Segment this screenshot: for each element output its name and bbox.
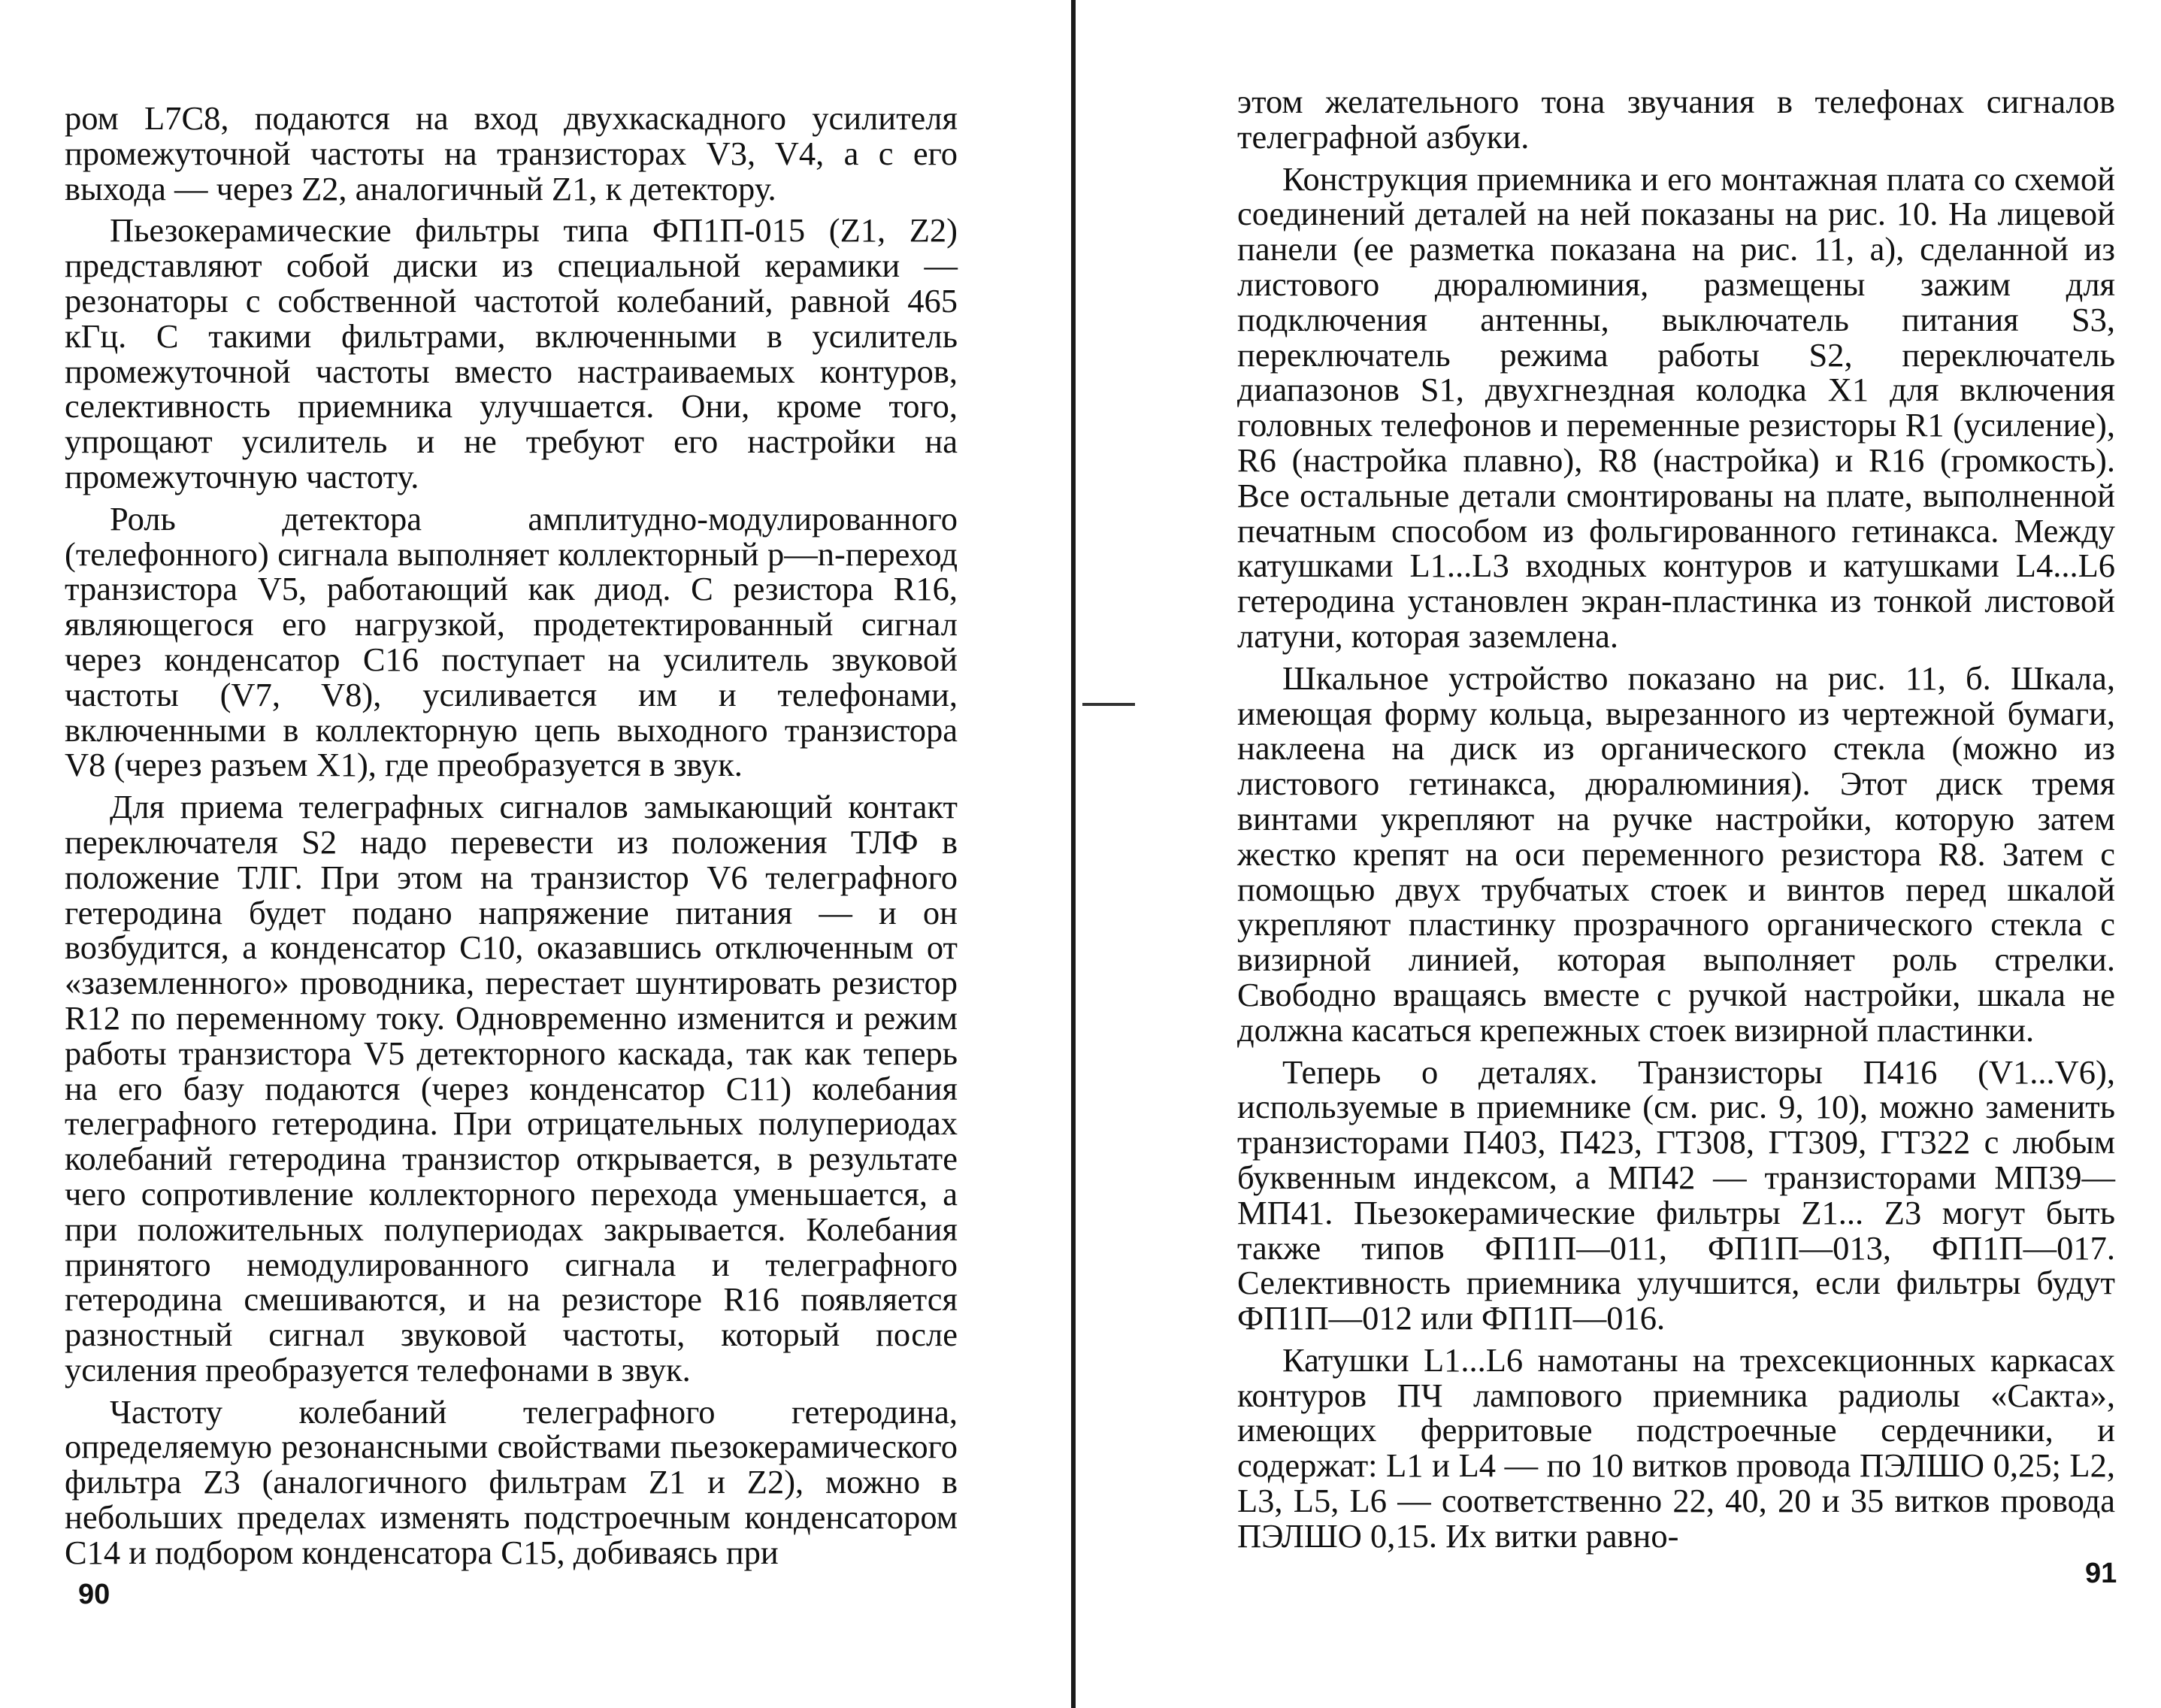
page-number-right: 91 [2085,1558,2117,1589]
paragraph: Роль детектора амплитудно-модулированного (телефонного) сигнала выполняет коллекторный p—n-переход транзистора V5, работающий как диод. С резистора R16, являющегося его нагрузкой, продетектированный сигнал через конденсатор C16 поступает на усилитель звуковой частоты (V7, V8), усиливается им и телефонами, включенными в коллекторную цепь выходного транзистора V8 (через разъем X1), где преобразуется в звук. [65,499,958,784]
paragraph: Теперь о деталях. Транзисторы П416 (V1...V6), используемые в приемнике (см. рис. 9, 10), можно заменить транзисторами П403, П423, ГТ308, ГТ309, ГТ322 с любым буквенным индексом, а МП42 — транзисторами МП39—МП41. Пьезокерамические фильтры Z1... Z3 могут быть также типов ФП1П—011, ФП1П—013, ФП1П—017. Селективность приемника улучшится, если фильтры будут ФП1П—012 или ФП1П—016. [1237,1052,2115,1337]
paragraph: ром L7C8, подаются на вход двухкаскадного усилителя промежуточной частоты на транзисторах V3, V4, а с его выхода — через Z2, аналогичный Z1, к детектору. [65,99,958,207]
paragraph: Конструкция приемника и его монтажная плата со схемой соединений деталей на ней показаны на рис. 10. На лицевой панели (ее разметка показана на рис. 11, а), сделанной из листового дюралюминия, размещены зажим для подключения антенны, выключатель питания S3, переключатель режима работы S2, переключатель диапазонов S1, двухгнездная колодка X1 для включения головных телефонов и переменные резисторы R1 (усиление), R6 (настройка плавно), R8 (настройка) и R16 (громкость). Все остальные детали смонтированы на плате, выполненной печатным способом из фольгированного гетинакса. Между катушками L1...L3 входных контуров и катушками L4...L6 гетеродина установлен экран-пластинка из тонкой листовой латуни, которая заземлена. [1237,159,2115,655]
right-page-text [1237,84,2115,1561]
paragraph: Пьезокерамические фильтры типа ФП1П-015 (Z1, Z2) представляют собой диски из специальной керамики — резонаторы с собственной частотой колебаний, равной 465 кГц. С такими фильтрами, включенными в усилитель промежуточной частоты вместо настраиваемых контуров, селективность приемника улучшается. Они, кроме того, упрощают усилитель и не требуют его настройки на промежуточную частоту. [65,211,958,495]
left-page-text [65,101,958,1577]
paragraph: этом желательного тона звучания в телефонах сигналов телеграфной азбуки. [1237,83,2115,156]
paragraph: Для приема телеграфных сигналов замыкающий контакт переключателя S2 надо перевести из положения ТЛФ в положение ТЛГ. При этом на транзистор V6 телеграфного гетеродина будет подано напряжение питания — и он возбудится, а конденсатор C10, оказавшись отключенным от «заземленного» проводника, перестает шунтировать резистор R12 по переменному току. Одновременно изменится и режим работы транзистора V5 детекторного каскада, так как теперь на его базу подаются (через конденсатор C11) колебания телеграфного гетеродина. При отрицательных полупериодах колебаний гетеродина транзистор открывается, в результате чего сопротивление коллекторного перехода уменьшается, а при положительных полупериодах закрывается. Колебания принятого немодулированного сигнала и телеграфного гетеродина смешиваются, и на резисторе R16 появляется разностный сигнал звуковой частоты, который после усиления преобразуется телефонами в звук. [65,788,958,1389]
paragraph: Частоту колебаний телеграфного гетеродина, определяемую резонансными свойствами пьезокерамического фильтра Z3 (аналогичного фильтрам Z1 и Z2), можно в небольших пределах изменять подстроечным конденсатором C14 и подбором конденсатора C15, добиваясь при [65,1392,958,1571]
paragraph: Катушки L1...L6 намотаны на трехсекционных каркасах контуров ПЧ лампового приемника радиолы «Сакта», имеющих ферритовые подстроечные сердечники, и содержат: L1 и L4 — по 10 витков провода ПЭЛШО 0,25; L2, L3, L5, L6 — соответственно 22, 40, 20 и 35 витков провода ПЭЛШО 0,15. Их витки равно- [1237,1340,2115,1555]
page-number-left: 90 [78,1579,110,1610]
paragraph: Шкальное устройство показано на рис. 11, б. Шкала, имеющая форму кольца, вырезанного из чертежной бумаги, наклеена на диск из органического стекла (можно из листового гетинакса, дюралюминия). Этот диск тремя винтами укрепляют на ручке настройки, которую затем жестко крепят на оси переменного резистора R8. Затем с помощью двух трубчатых стоек и винтов перед шкалой укрепляют пластинку прозрачного органического стекла с визирной линией, которая выполняет роль стрелки. Свободно вращаясь вместе с ручкой настройки, шкала не должна касаться крепежных стоек визирной пластинки. [1237,659,2115,1049]
left-page [0,0,1067,1708]
book-gutter [1071,0,1076,1708]
right-page [1082,0,2161,1708]
